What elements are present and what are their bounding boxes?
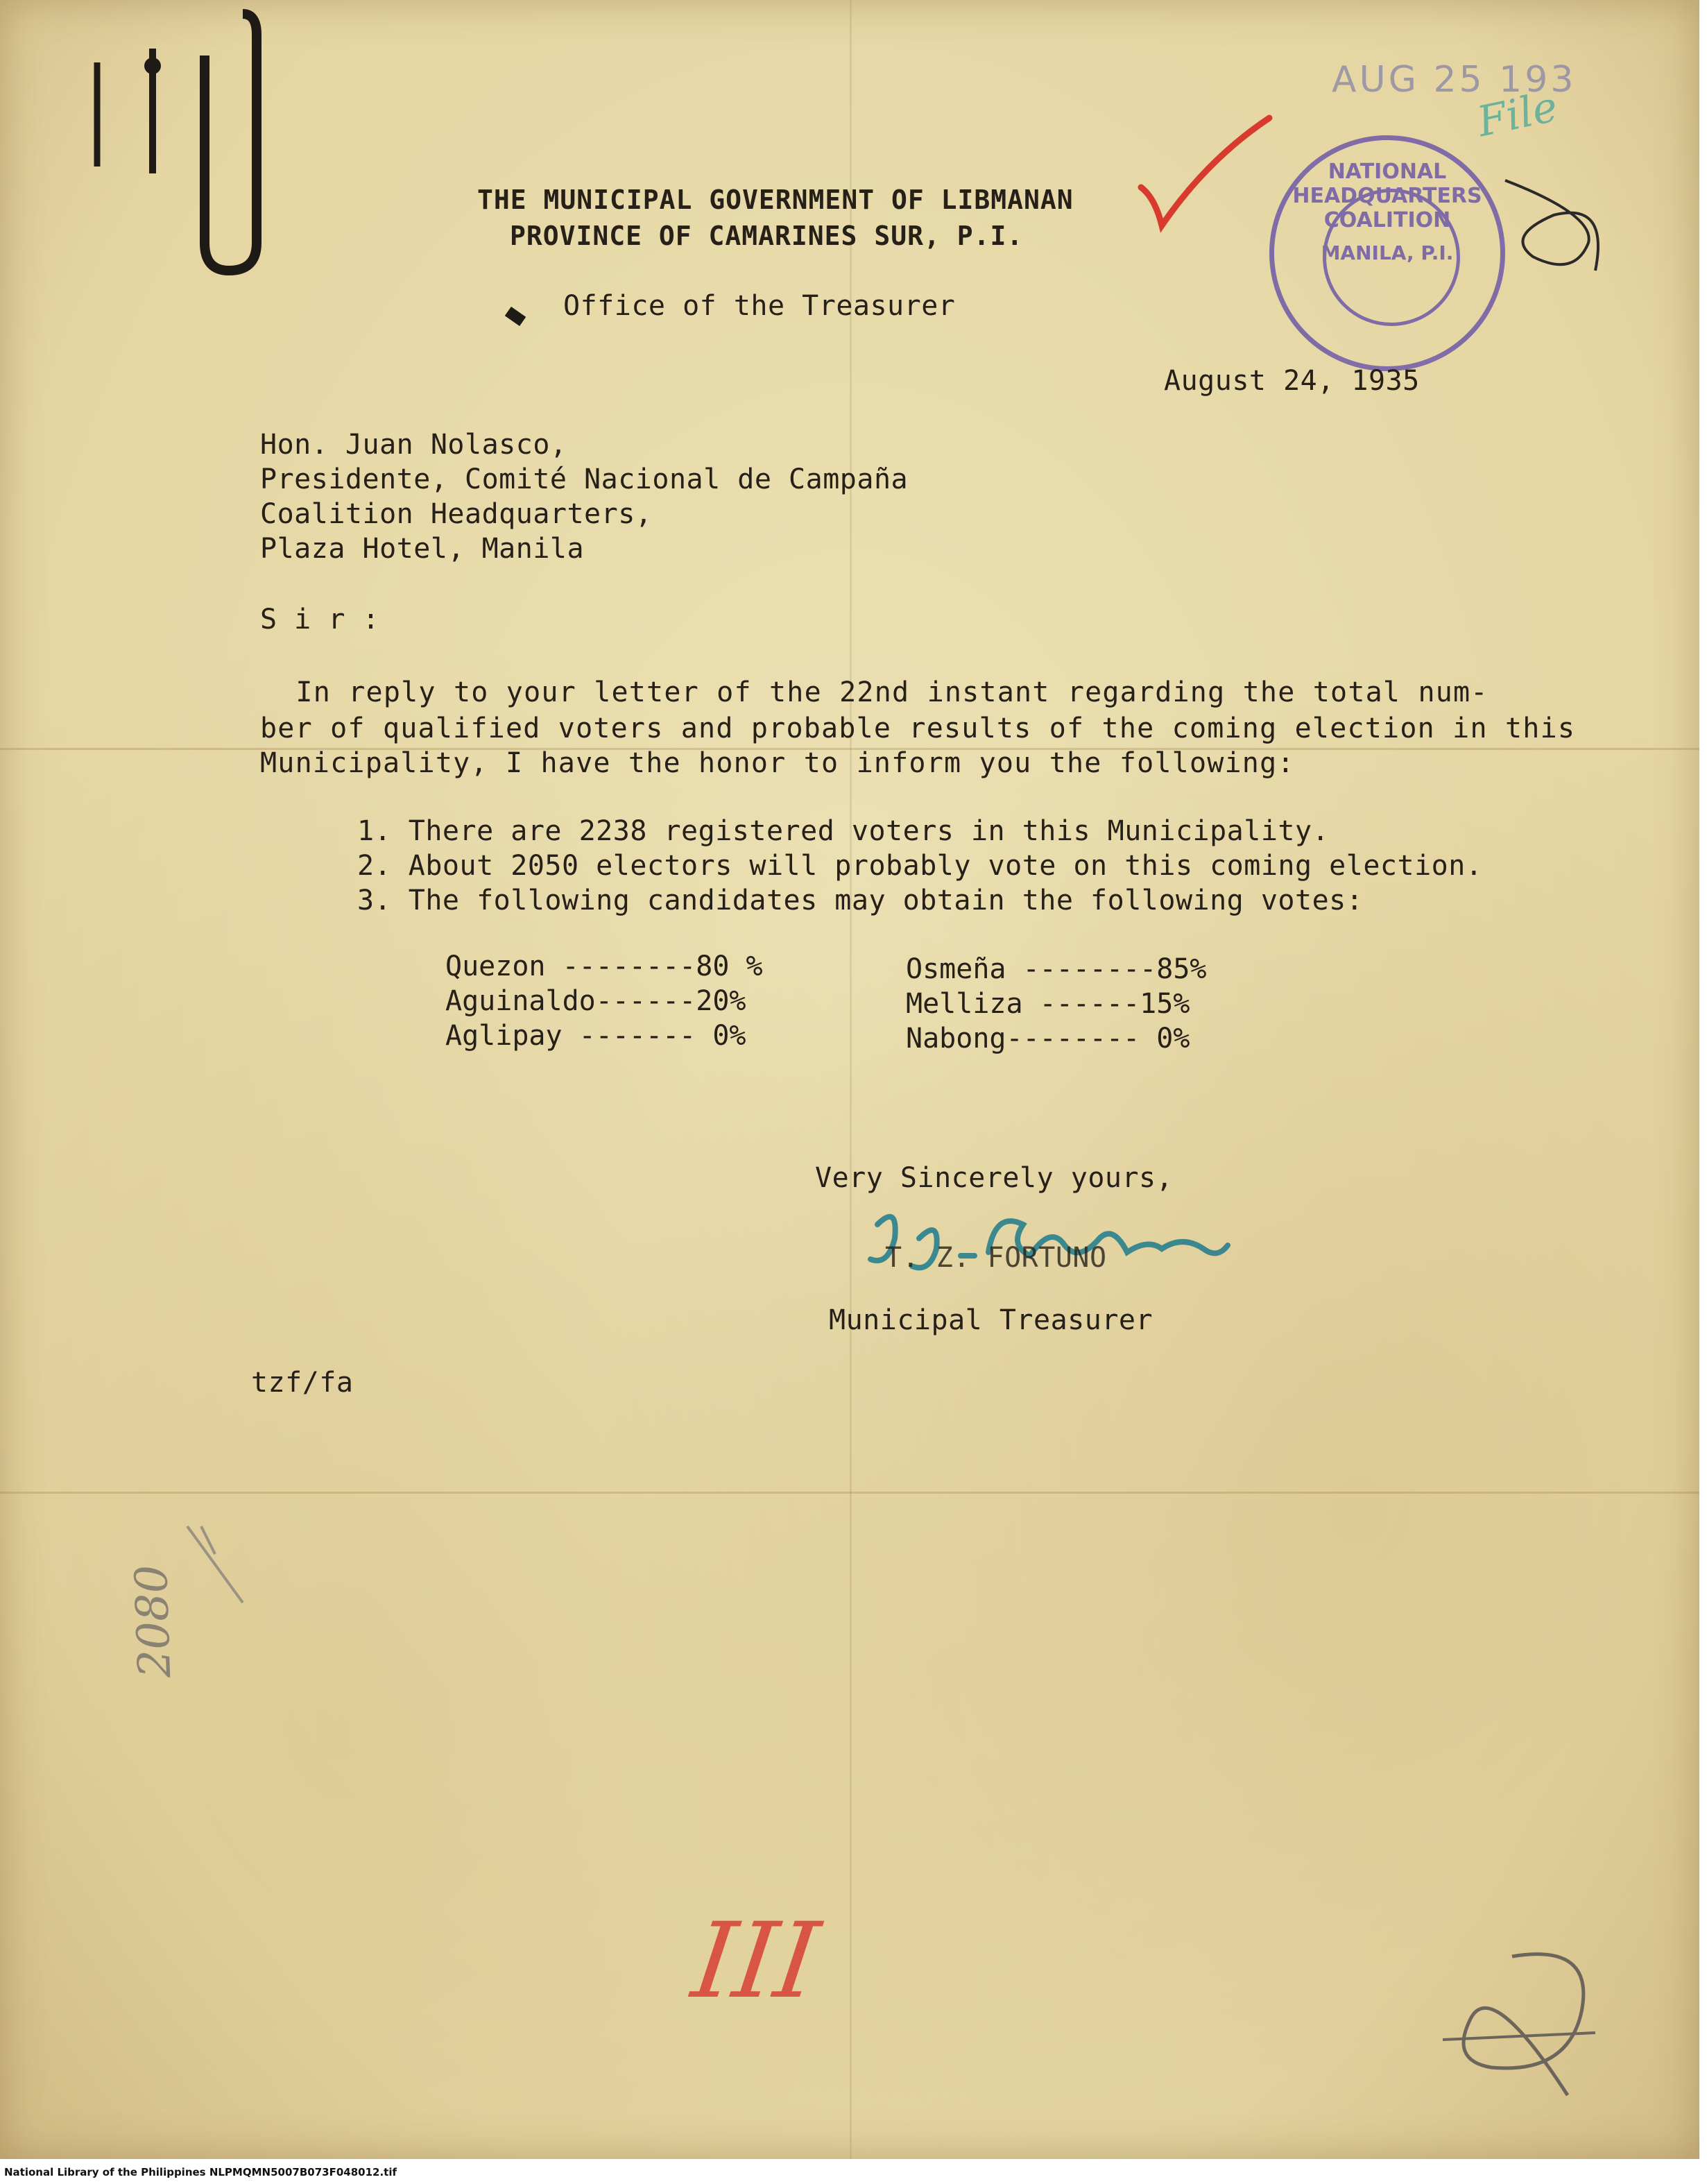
list-item: 1. There are 2238 registered voters in this Municipality. [357, 815, 1330, 847]
reference-initials: tzf/fa [251, 1367, 354, 1399]
vote-estimate: Melliza ------15% [906, 988, 1190, 1020]
file-note: File [1473, 82, 1562, 147]
letter-date: August 24, 1935 [1164, 365, 1420, 397]
vote-estimate: Quezon --------80 % [445, 950, 763, 982]
list-item: 3. The following candidates may obtain the following votes: [357, 885, 1364, 916]
pencil-number: 2080 [126, 1564, 182, 1679]
list-item: 2. About 2050 electors will probably vote on this coming election. [357, 850, 1483, 882]
paper-clip-icon [83, 7, 312, 278]
coalition-seal [1269, 135, 1505, 371]
vote-estimate: Nabong-------- 0% [906, 1023, 1190, 1055]
seal-center-text: MANILA, P.I. [1321, 241, 1454, 264]
signer-name: T. Z. FORTUNO [885, 1242, 1107, 1274]
vote-estimate: Aguinaldo------20% [445, 985, 746, 1017]
salutation: S i r : [260, 604, 380, 635]
red-roman-numeral: III [674, 1901, 837, 2022]
pencil-scribble-icon [1429, 1936, 1609, 2123]
body-line: ber of qualified voters and probable results of the coming election in this [260, 713, 1576, 744]
vote-estimate: Aglipay ------- 0% [445, 1020, 746, 1052]
fold-line [850, 0, 852, 2159]
closing: Very Sincerely yours, [815, 1162, 1174, 1194]
vote-estimate: Osmeña --------85% [906, 953, 1207, 985]
addressee-line: Plaza Hotel, Manila [260, 533, 585, 565]
seal-text: NATIONAL HEADQUARTERS COALITION [1292, 160, 1482, 232]
red-check-icon [1131, 111, 1276, 236]
body-line: Municipality, I have the honor to inform you the following: [260, 747, 1295, 779]
signer-title: Municipal Treasurer [829, 1304, 1153, 1336]
footer-caption: National Library of the Philippines NLPMQMN5007B073F048012.tif [4, 2166, 397, 2178]
received-date-stamp: AUG 25 193 [1332, 59, 1577, 101]
letterhead-line-2: PROVINCE OF CAMARINES SUR, P.I. [510, 221, 1024, 251]
initials-scribble-icon [1491, 160, 1616, 284]
addressee-line: Coalition Headquarters, [260, 498, 653, 530]
pencil-mark-icon [173, 1512, 257, 1616]
body-line: In reply to your letter of the 22nd instant regarding the total num- [208, 676, 1489, 708]
office-title: Office of the Treasurer [563, 290, 956, 322]
addressee-line: Hon. Juan Nolasco, [260, 429, 567, 461]
ink-blot [505, 307, 526, 326]
letterhead-line-1: THE MUNICIPAL GOVERNMENT OF LIBMANAN [477, 185, 1074, 215]
addressee-line: Presidente, Comité Nacional de Campaña [260, 463, 909, 495]
